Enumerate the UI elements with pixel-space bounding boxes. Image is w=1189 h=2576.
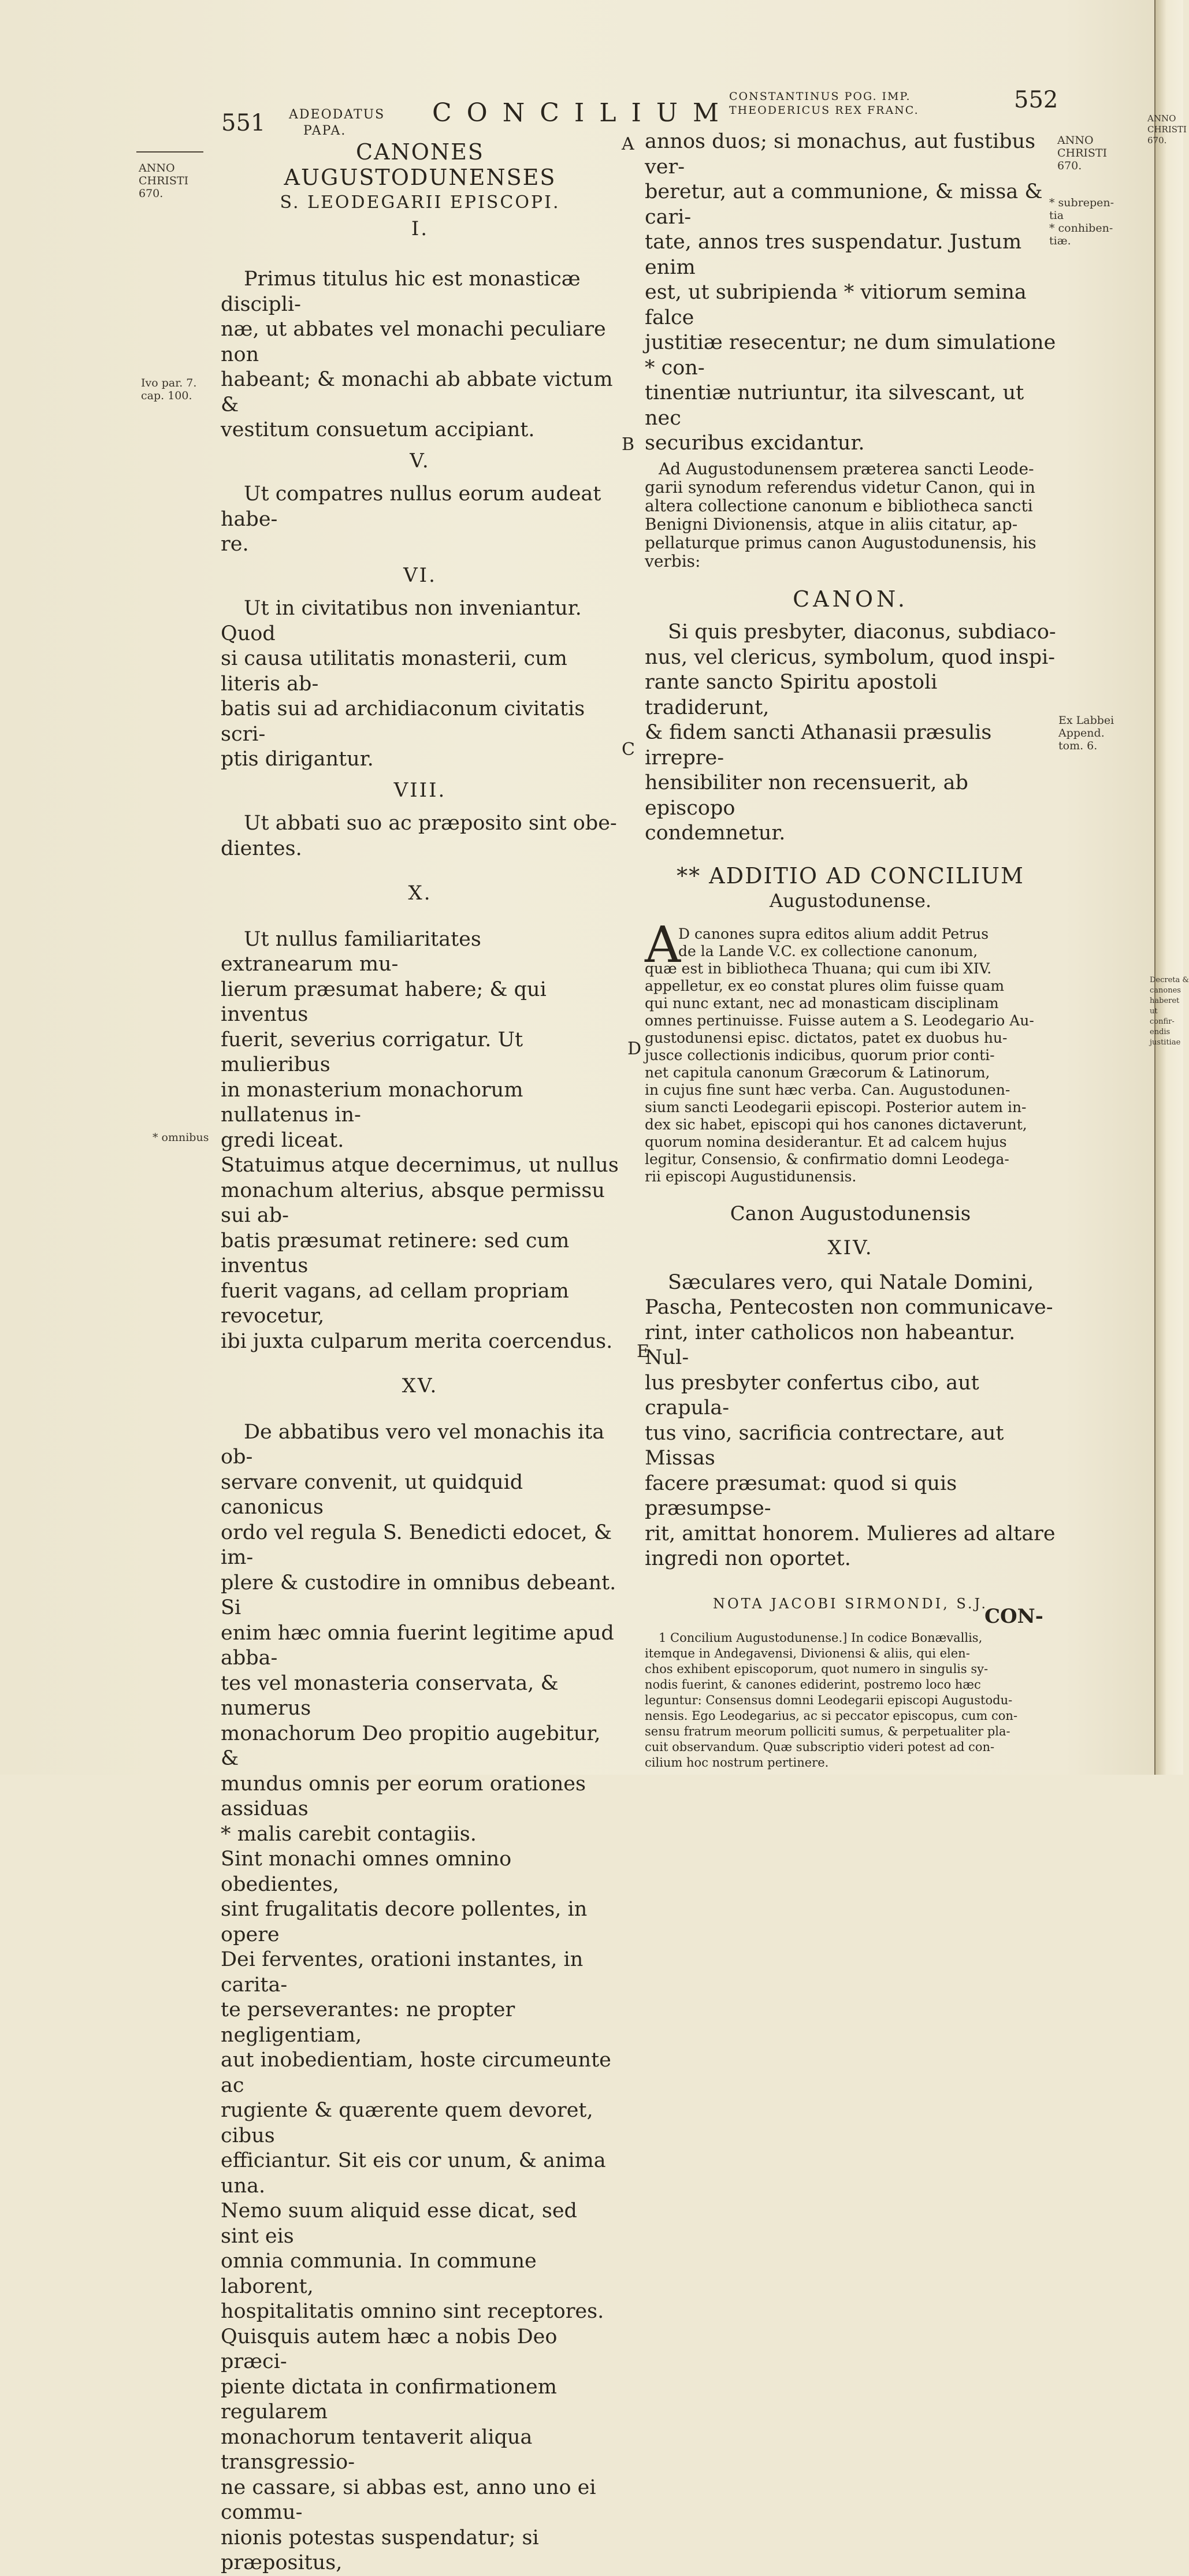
text-line: cilium hoc nostrum pertinere. bbox=[645, 1756, 829, 1770]
section-letter-b: B bbox=[622, 434, 635, 455]
text-line: chos exhibent episcoporum, quot numero in singulis sy- bbox=[645, 1662, 989, 1676]
edge-fragments-top bbox=[1147, 113, 1187, 146]
canon-line: Quisquis autem hæc a nobis Deo præci- bbox=[221, 2325, 558, 2373]
canon-line: aut inobedientiam, hoste circumeunte ac bbox=[221, 2049, 611, 2097]
canon-line: Primus titulus hic est monasticæ discipli- bbox=[221, 267, 581, 316]
text-line: legitur, Consensio, & confirmatio domni Leodega- bbox=[645, 1150, 1009, 1168]
margin-ivo-1: Ivo par. 7. bbox=[141, 377, 197, 389]
text-line: garii synodum referendus videtur Canon, qui in bbox=[645, 477, 1035, 497]
left-running-head-1: ADEODATUS bbox=[289, 107, 385, 122]
section-letter-c: C bbox=[622, 739, 635, 760]
margin-anno-left-3: 670. bbox=[139, 187, 164, 200]
canon-line: ptis dirigantur. bbox=[221, 748, 374, 771]
canon-line: Sint monachi omnes omnino obedientes, bbox=[221, 1848, 512, 1896]
canones-subheading: S. LEODEGARII EPISCOPI. bbox=[280, 192, 560, 213]
text-line: rante sancto Spiritu apostoli tradiderunt, bbox=[645, 671, 938, 719]
edge-fragment-7: ut bbox=[1150, 1007, 1158, 1016]
canon-body bbox=[221, 482, 619, 557]
right-page-number: 552 bbox=[1014, 87, 1058, 113]
text-line: jusce collectionis indicibus, quorum prior conti- bbox=[645, 1046, 995, 1064]
text-line: securibus excidantur. bbox=[645, 432, 865, 455]
edge-fragment-6: haberet bbox=[1150, 997, 1180, 1005]
left-running-head-2: PAPA. bbox=[303, 124, 347, 138]
canon-line: Ut nullus familiaritates extranearum mu- bbox=[221, 927, 481, 976]
canon-line: monachorum Deo propitio augebitur, & bbox=[221, 1722, 601, 1770]
canon-body bbox=[221, 267, 619, 443]
edge-fragment-3: 670. bbox=[1147, 135, 1167, 146]
right-column bbox=[645, 129, 1056, 1771]
canon-line: vestitum consuetum accipiant. bbox=[221, 418, 535, 441]
text-line: justitiæ resecentur; ne dum simulatione * con- bbox=[645, 331, 1056, 380]
edge-fragment-5: canones bbox=[1150, 986, 1181, 995]
canon-body bbox=[221, 811, 619, 861]
canon-line: plere & custodire in omnibus debeant. Si bbox=[221, 1571, 616, 1619]
canon-line: sint frugalitatis decore pollentes, in opere bbox=[221, 1898, 588, 1946]
right-running-head-1: CONSTANTINUS POG. IMP. bbox=[729, 90, 911, 103]
right-top-text bbox=[645, 129, 1056, 456]
text-line: & fidem sancti Athanasii præsulis irrepre- bbox=[645, 721, 992, 770]
canon-line: monachum alterius, absque permissu sui ab- bbox=[221, 1179, 605, 1227]
text-line: rit, amittat honorem. Mulieres ad altare bbox=[645, 1522, 1056, 1545]
edge-fragment-1: ANNO bbox=[1147, 113, 1176, 124]
catchword: CON- bbox=[984, 1605, 1043, 1628]
canon-line: enim hæc omnia fuerint legitime apud abba- bbox=[221, 1621, 614, 1670]
text-line: nensis. Ego Leodegarius, ac si peccator episcopus, cum con- bbox=[645, 1709, 1018, 1723]
canon-heading: CANON. bbox=[793, 586, 908, 612]
text-line: rii episcopi Augustidunensis. bbox=[645, 1168, 857, 1185]
text-line: quæ est in bibliotheca Thuana; qui cum ibi XIV. bbox=[645, 960, 992, 977]
text-line: est, ut subripienda * vitiorum semina falce bbox=[645, 281, 1027, 329]
canon-line: ne cassare, si abbas est, anno uno ei commu- bbox=[221, 2475, 596, 2524]
margin-subrepentia bbox=[1049, 196, 1114, 247]
margin-anno-left bbox=[139, 162, 188, 200]
page-title: CONCILIUM bbox=[432, 98, 734, 128]
canon-line: gredi liceat. bbox=[221, 1128, 344, 1152]
canon-line: si causa utilitatis monasterii, cum literis ab- bbox=[221, 647, 567, 696]
text-line: hensibiliter non recensuerit, ab episcopo bbox=[645, 771, 968, 820]
text-line: tate, annos tres suspendatur. Justum enim bbox=[645, 231, 1022, 279]
canon-line: efficiantur. Sit eis cor unum, & anima una. bbox=[221, 2149, 606, 2198]
text-line: annos duos; si monachus, aut fustibus ver- bbox=[645, 130, 1036, 179]
canon-line: te perseverantes: ne propter negligentiam, bbox=[221, 1998, 515, 2047]
additio-block bbox=[645, 916, 1056, 1185]
text-line: pellaturque primus canon Augustodunensis, his bbox=[645, 533, 1036, 552]
canon-line: piente dictata in confirmationem regularem bbox=[221, 2375, 557, 2423]
canon-number: VI. bbox=[403, 563, 437, 587]
canon-line: ibi juxta culparum merita coercendus. bbox=[221, 1329, 613, 1353]
margin-subrepentia-1: * subrepen- bbox=[1049, 196, 1114, 209]
edge-fragment-4: Decreta & bbox=[1150, 976, 1189, 984]
canon-line: fuerit vagans, ad cellam propriam revocetur, bbox=[221, 1279, 569, 1328]
right-running-head-2: THEODERICUS REX FRANC. bbox=[729, 104, 919, 117]
text-line: sensu fratrum meorum polliciti sumus, & perpetualiter pla- bbox=[645, 1724, 1010, 1738]
canon-line: Statuimus atque decernimus, ut nullus bbox=[221, 1154, 619, 1177]
text-line: itemque in Andegavensi, Divionensi & aliis, qui elen- bbox=[645, 1646, 970, 1660]
margin-ivo bbox=[141, 377, 196, 402]
text-line: lus presbyter confertus cibo, aut crapula- bbox=[645, 1371, 979, 1419]
text-line: Sæculares vero, qui Natale Domini, bbox=[668, 1270, 1034, 1294]
margin-anno-right-2: CHRISTI bbox=[1057, 147, 1108, 159]
canon-number: V. bbox=[410, 449, 430, 473]
section-letter-d: D bbox=[627, 1039, 642, 1059]
canon-line: nionis potestas suspendatur; si præpositus, bbox=[221, 2526, 539, 2574]
text-line: Benigni Divionensis, atque in aliis citatur, ap- bbox=[645, 514, 1018, 534]
canon-line: mundus omnis per eorum orationes assiduas bbox=[221, 1772, 586, 1820]
nota-text bbox=[645, 1630, 1056, 1771]
canon-line: Ut abbati suo ac præposito sint obe- bbox=[244, 812, 617, 835]
text-line: nus, vel clericus, symbolum, quod inspi- bbox=[645, 645, 1056, 669]
text-line: 1 Concilium Augustodunense.] In codice Bonævallis, bbox=[659, 1631, 983, 1645]
canon-line: Nemo suum aliquid esse dicat, sed sint eis bbox=[221, 2199, 577, 2248]
canon-line: fuerit, severius corrigatur. Ut mulieribus bbox=[221, 1028, 523, 1076]
canon-line: in monasterium monachorum nullatenus in- bbox=[221, 1078, 523, 1127]
canon-line: Ut compatres nullus eorum audeat habe- bbox=[221, 482, 601, 531]
margin-anno-right bbox=[1057, 134, 1107, 172]
canon-text bbox=[645, 620, 1056, 846]
section-letter-e: E bbox=[637, 1341, 649, 1362]
edge-fragment-10: justitiae bbox=[1150, 1038, 1181, 1047]
margin-anno-left-1: ANNO bbox=[139, 162, 175, 174]
margin-anno-left-2: CHRISTI bbox=[139, 174, 189, 187]
text-line: rint, inter catholicos non habeantur. Nul- bbox=[645, 1321, 1016, 1369]
left-page-number: 551 bbox=[221, 110, 266, 136]
canon-line: Dei ferventes, orationi instantes, in carita- bbox=[221, 1948, 584, 1997]
canon-line: De abbatibus vero vel monachis ita ob- bbox=[221, 1420, 605, 1469]
section-letter-a: A bbox=[622, 134, 634, 154]
margin-anno-right-1: ANNO bbox=[1057, 134, 1094, 147]
margin-labbei-1: Ex Labbei bbox=[1058, 714, 1114, 727]
canon-body bbox=[221, 596, 619, 772]
margin-omnibus: * omnibus bbox=[153, 1131, 209, 1144]
margin-anno-right-3: 670. bbox=[1057, 159, 1082, 172]
canon-list bbox=[221, 217, 619, 2576]
text-line: dex sic habet, episcopi qui hos canones dictaverunt, bbox=[645, 1116, 1027, 1133]
canon-line: dientes. bbox=[221, 837, 302, 860]
canon-line: Ut in civitatibus non inveniantur. Quod bbox=[221, 597, 582, 645]
edge-fragment-8: confir- bbox=[1150, 1017, 1175, 1026]
text-line: tus vino, sacrificia contrectare, aut Missas bbox=[645, 1421, 1004, 1470]
canon-line: ordo vel regula S. Benedicti edocet, & im- bbox=[221, 1521, 612, 1569]
text-line: nodis fuerint, & canones ediderint, postremo loco hæc bbox=[645, 1678, 981, 1692]
intro-paragraph bbox=[645, 460, 1056, 571]
text-line: facere præsumat: quod si quis præsumpse- bbox=[645, 1471, 957, 1520]
canon-line: lierum præsumat habere; & qui inventus bbox=[221, 977, 547, 1026]
text-line: leguntur: Consensus domni Leodegarii episcopi Augustodu- bbox=[645, 1693, 1013, 1707]
text-line: cuit observandum. Quæ subscriptio videri potest ad con- bbox=[645, 1740, 995, 1754]
margin-labbei bbox=[1058, 714, 1114, 752]
text-line: verbis: bbox=[645, 551, 701, 571]
margin-subrepentia-4: tiæ. bbox=[1049, 235, 1071, 247]
canon-number: I. bbox=[411, 217, 429, 240]
text-line: quorum nomina desiderantur. Et ad calcem hujus bbox=[645, 1133, 1007, 1150]
canon-line: servare convenit, ut quidquid canonicus bbox=[221, 1470, 523, 1519]
nota-heading: NOTA JACOBI SIRMONDI, S.J. bbox=[713, 1595, 988, 1612]
text-line: altera collectione canonum e bibliotheca sancti bbox=[645, 496, 1033, 515]
canon-line: næ, ut abbates vel monachi peculiare non bbox=[221, 318, 606, 366]
canon-number: X. bbox=[408, 882, 432, 905]
canon-line: batis sui ad archidiaconum civitatis scri- bbox=[221, 697, 585, 746]
text-line: D canones supra editos alium addit Petrus bbox=[678, 925, 989, 942]
drop-initial: A bbox=[645, 916, 681, 974]
text-line: gustodunensi episc. dictatos, patet ex duobus hu- bbox=[645, 1029, 1008, 1046]
canon2-number: XIV. bbox=[827, 1236, 874, 1259]
text-line: Pascha, Pentecosten non communicave- bbox=[645, 1296, 1053, 1319]
additio-heading: ** ADDITIO AD CONCILIUM bbox=[677, 863, 1024, 889]
next-page-edge bbox=[1154, 0, 1183, 1775]
edge-fragment-9: endis bbox=[1150, 1028, 1171, 1036]
text-line: in cujus fine sunt hæc verba. Can. Augustodunen- bbox=[645, 1081, 1010, 1098]
canon2-heading: Canon Augustodunensis bbox=[730, 1202, 971, 1225]
canon2-text bbox=[645, 1270, 1056, 1572]
text-line: ingredi non oportet. bbox=[645, 1547, 851, 1570]
canon-body bbox=[221, 927, 619, 1355]
text-line: beretur, aut a communione, & missa & cari- bbox=[645, 180, 1043, 229]
canon-line: rugiente & quærente quem devoret, cibus bbox=[221, 2099, 593, 2147]
text-line: Ad Augustodunensem præterea sancti Leode- bbox=[659, 459, 1034, 478]
canon-line: * malis carebit contagiis. bbox=[221, 1822, 477, 1846]
left-column bbox=[221, 140, 619, 2576]
margin-labbei-2: Append. bbox=[1058, 727, 1105, 739]
canon-line: hospitalitatis omnino sint receptores. bbox=[221, 2300, 604, 2323]
edge-fragment-2: CHRISTI bbox=[1147, 124, 1187, 135]
text-line: tinentiæ nutriuntur, ita silvescant, ut nec bbox=[645, 381, 1024, 430]
canon-line: monachorum tentaverit aliqua transgressio- bbox=[221, 2425, 533, 2474]
canon-line: tes vel monasteria conservata, & numerus bbox=[221, 1671, 559, 1720]
canon-number: XV. bbox=[402, 1374, 439, 1397]
additio-subheading: Augustodunense. bbox=[769, 890, 932, 912]
margin-ivo-2: cap. 100. bbox=[141, 389, 192, 402]
canon-line: omnia communia. In commune laborent, bbox=[221, 2250, 537, 2298]
margin-labbei-3: tom. 6. bbox=[1058, 739, 1098, 752]
text-line: condemnetur. bbox=[645, 822, 786, 845]
edge-fragments-mid bbox=[1150, 975, 1189, 1048]
text-line: omnes pertinuisse. Fuisse autem a S. Leodegario Au- bbox=[645, 1012, 1034, 1029]
margin-subrepentia-3: * conhiben- bbox=[1049, 222, 1113, 235]
canon-number: VIII. bbox=[393, 778, 447, 802]
additio-text bbox=[645, 925, 1056, 1185]
canones-heading: CANONES AUGUSTODUNENSES bbox=[284, 139, 556, 190]
margin-subrepentia-2: tia bbox=[1049, 209, 1064, 222]
text-line: appelletur, ex eo constat plures olim fuisse quam bbox=[645, 977, 1005, 994]
text-line: de la Lande V.C. ex collectione canonum, bbox=[678, 942, 978, 960]
canon-body bbox=[221, 1420, 619, 2576]
canon-line: batis præsumat retinere: sed cum inventus bbox=[221, 1229, 570, 1277]
text-line: sium sancti Leodegarii episcopi. Posterior autem in- bbox=[645, 1098, 1027, 1116]
text-line: qui nunc extant, nec ad monasticam disciplinam bbox=[645, 994, 999, 1012]
margin-rule bbox=[136, 151, 203, 153]
text-line: Si quis presbyter, diaconus, subdiaco- bbox=[668, 620, 1056, 644]
canon-line: habeant; & monachi ab abbate victum & bbox=[221, 368, 613, 417]
text-line: net capitula canonum Græcorum & Latinorum, bbox=[645, 1064, 990, 1081]
canon-line: re. bbox=[221, 533, 249, 556]
